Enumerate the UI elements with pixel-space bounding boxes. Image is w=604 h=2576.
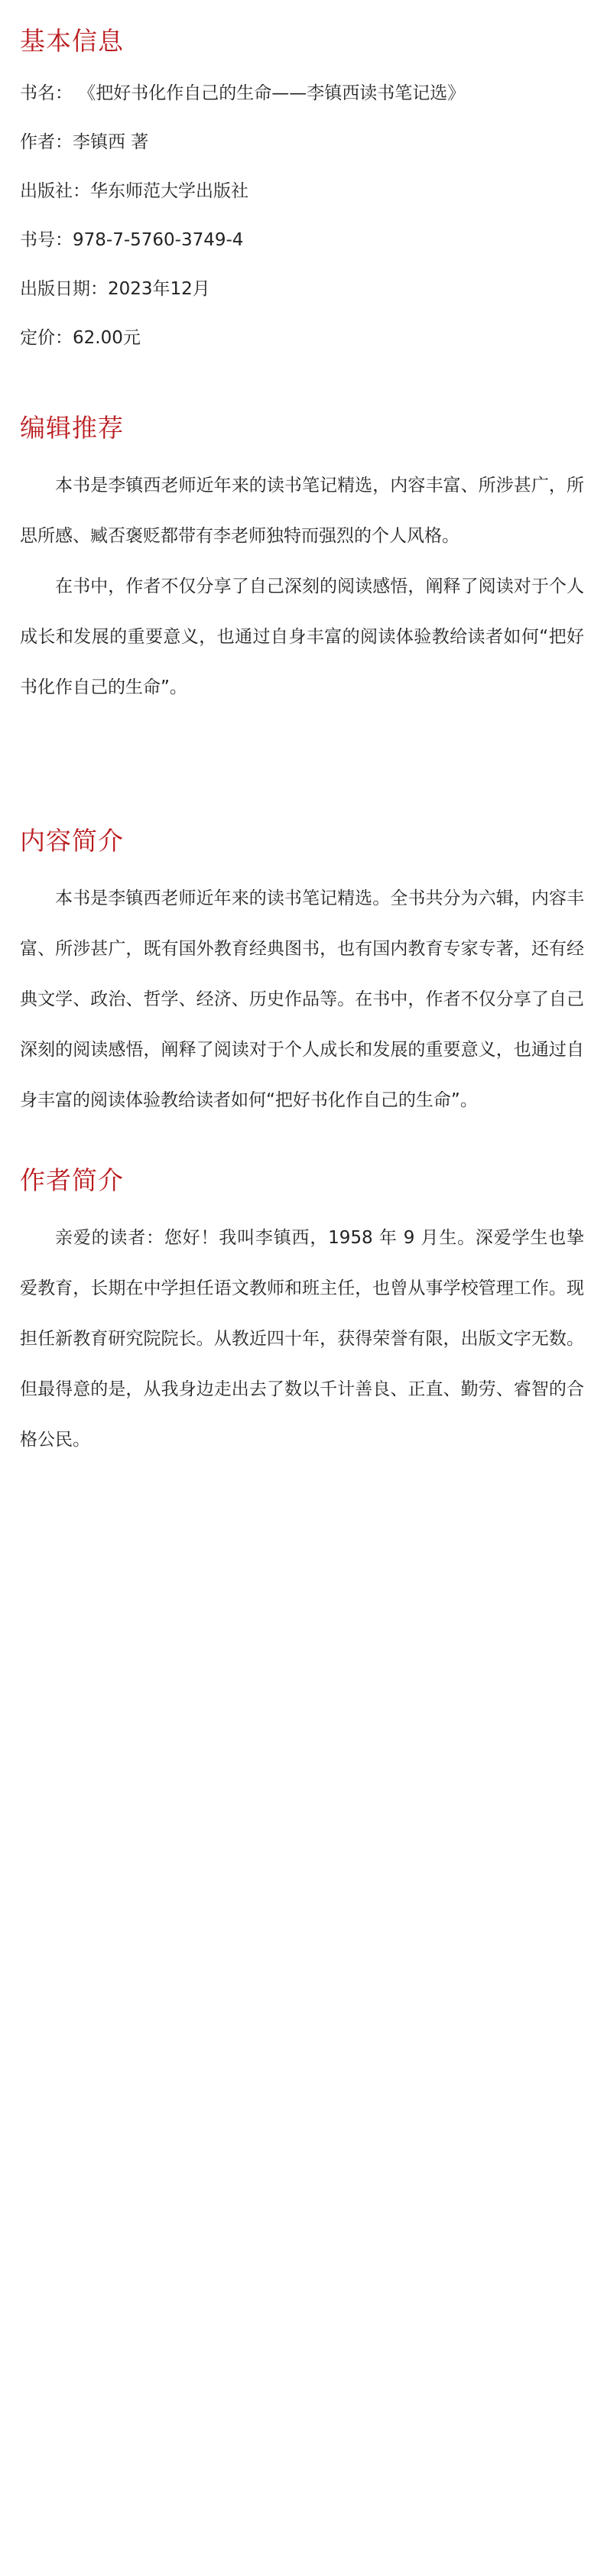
basic-info-heading: 基本信息 [20,26,124,56]
author-line: 作者：李镇西 著 [20,132,149,152]
editor-recommendation-paragraph: 在书中，作者不仅分享了自己深刻的阅读感悟，阐释了阅读对于个人成长和发展的重要意义，也通过自身丰富的阅读体验教给读者如何“把好书化作自己的生命”。 [20,577,584,697]
price-line: 定价：62.00元 [20,328,141,348]
book-title-line: 书名： 《把好书化作自己的生命——李镇西读书笔记选》 [20,83,466,103]
content-summary-paragraph: 本书是李镇西老师近年来的读书笔记精选。全书共分为六辑，内容丰富、所涉甚广，既有国外教育经典图书，也有国内教育专家专著，还有经典文学、政治、哲学、经济、历史作品等。在书中，作者不仅分享了自己深刻的阅读感悟，阐释了阅读对于个人成长和发展的重要意义，也通过自身丰富的阅读体验教给读者如何“把好书化作自己的生命”。 [20,888,584,1110]
content-summary-heading: 内容简介 [20,826,124,856]
pub-date-line: 出版日期：2023年12月 [20,279,210,299]
editor-recommendation-heading: 编辑推荐 [20,413,124,443]
publisher-line: 出版社：华东师范大学出版社 [20,181,248,201]
editor-recommendation-section [20,411,584,713]
author-intro-section [20,1164,584,1465]
author-intro-heading: 作者简介 [20,1165,124,1195]
author-intro-paragraph: 亲爱的读者：您好！我叫李镇西，1958 年 9 月生。深爱学生也挚爱教育，长期在中学担任语文教师和班主任，也曾从事学校管理工作。现担任新教育研究院院长。从教近四十年，获得荣誉有限，出版文字无数。但最得意的是，从我身边走出去了数以千计善良、正直、勤劳、睿智的合格公民。 [20,1228,584,1450]
content-summary-section [20,824,584,1126]
editor-recommendation-paragraph: 本书是李镇西老师近年来的读书笔记精选，内容丰富、所涉甚广，所思所感、臧否褒贬都带有李老师独特而强烈的个人风格。 [20,476,584,546]
basic-info-section [20,24,584,353]
isbn-line: 书号：978-7-5760-3749-4 [20,230,244,250]
